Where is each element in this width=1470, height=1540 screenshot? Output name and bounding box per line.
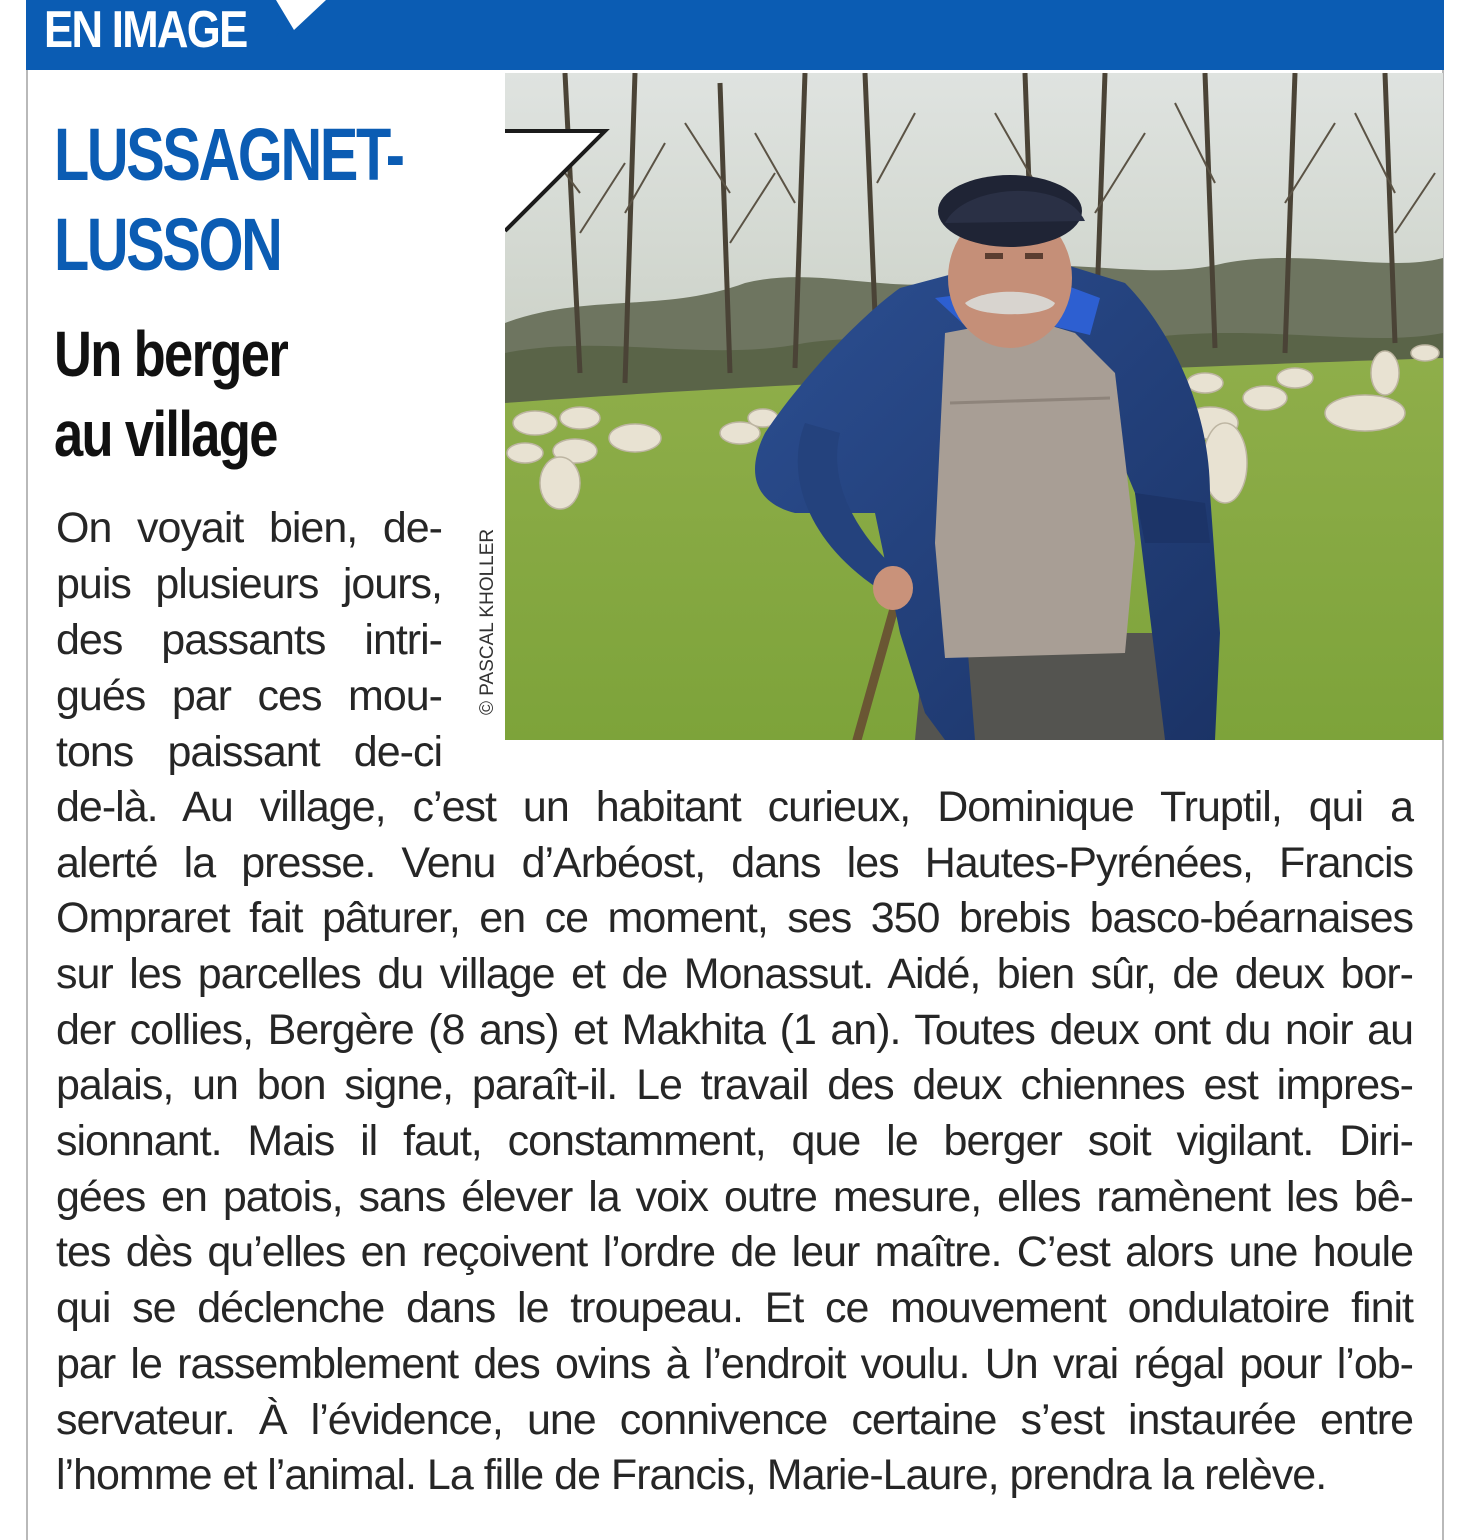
body-line: tes dès qu’elles en reçoivent l’ordre de leur maître. C’est alors une houle (56, 1228, 1413, 1276)
kicker-line-1: LUSSAGNET- (54, 113, 403, 196)
kicker-line-2: LUSSON (54, 203, 281, 286)
body-line: Ompraret fait pâturer, en ce moment, ses 350 brebis basco-béarnaises (56, 894, 1413, 942)
body-line: sionnant. Mais il faut, constamment, que le berger soit vigilant. Diri- (56, 1117, 1413, 1165)
body-line: de-là. Au village, c’est un habitant curieux, Dominique Truptil, qui a (56, 783, 1413, 831)
body-line: gées en patois, sans élever la voix outre mesure, elles ramènent les bê- (56, 1173, 1413, 1221)
shepherd-photo-illustration (505, 73, 1443, 740)
article-headline (54, 314, 287, 474)
location-kicker (54, 110, 403, 290)
photo-credit: © PASCAL KHOLLER (477, 528, 498, 715)
body-line: alerté la presse. Venu d’Arbéost, dans les Hautes-Pyrénées, Francis (56, 839, 1413, 887)
body-line: sur les parcelles du village et de Monassut. Aidé, bien sûr, de deux bor- (56, 950, 1413, 998)
headline-line-1: Un berger (54, 318, 288, 390)
body-line: On voyait bien, de- (56, 504, 442, 552)
body-line: der collies, Bergère (8 ans) et Makhita (1 an). Toutes deux ont du noir au (56, 1006, 1413, 1054)
body-line: qui se déclenche dans le troupeau. Et ce mouvement ondulatoire finit (56, 1284, 1413, 1332)
article-photo (505, 73, 1443, 740)
body-line: gués par ces mou- (56, 672, 442, 720)
body-line: l’homme et l’animal. La fille de Francis, Marie-Laure, prendra la relève. (56, 1451, 1327, 1499)
body-line: palais, un bon signe, paraît-il. Le travail des deux chiennes est impres- (56, 1061, 1413, 1109)
body-line: servateur. À l’évidence, une connivence certaine s’est instaurée entre (56, 1396, 1413, 1444)
section-banner (26, 0, 1444, 70)
body-line: par le rassemblement des ovins à l’endroit voulu. Un vrai régal pour l’ob- (56, 1340, 1413, 1388)
body-line: puis plusieurs jours, (56, 560, 442, 608)
headline-line-2: au village (54, 398, 277, 470)
body-line: tons paissant de-ci (56, 728, 442, 776)
section-label: EN IMAGE (44, 1, 247, 59)
body-line: des passants intri- (56, 616, 442, 664)
